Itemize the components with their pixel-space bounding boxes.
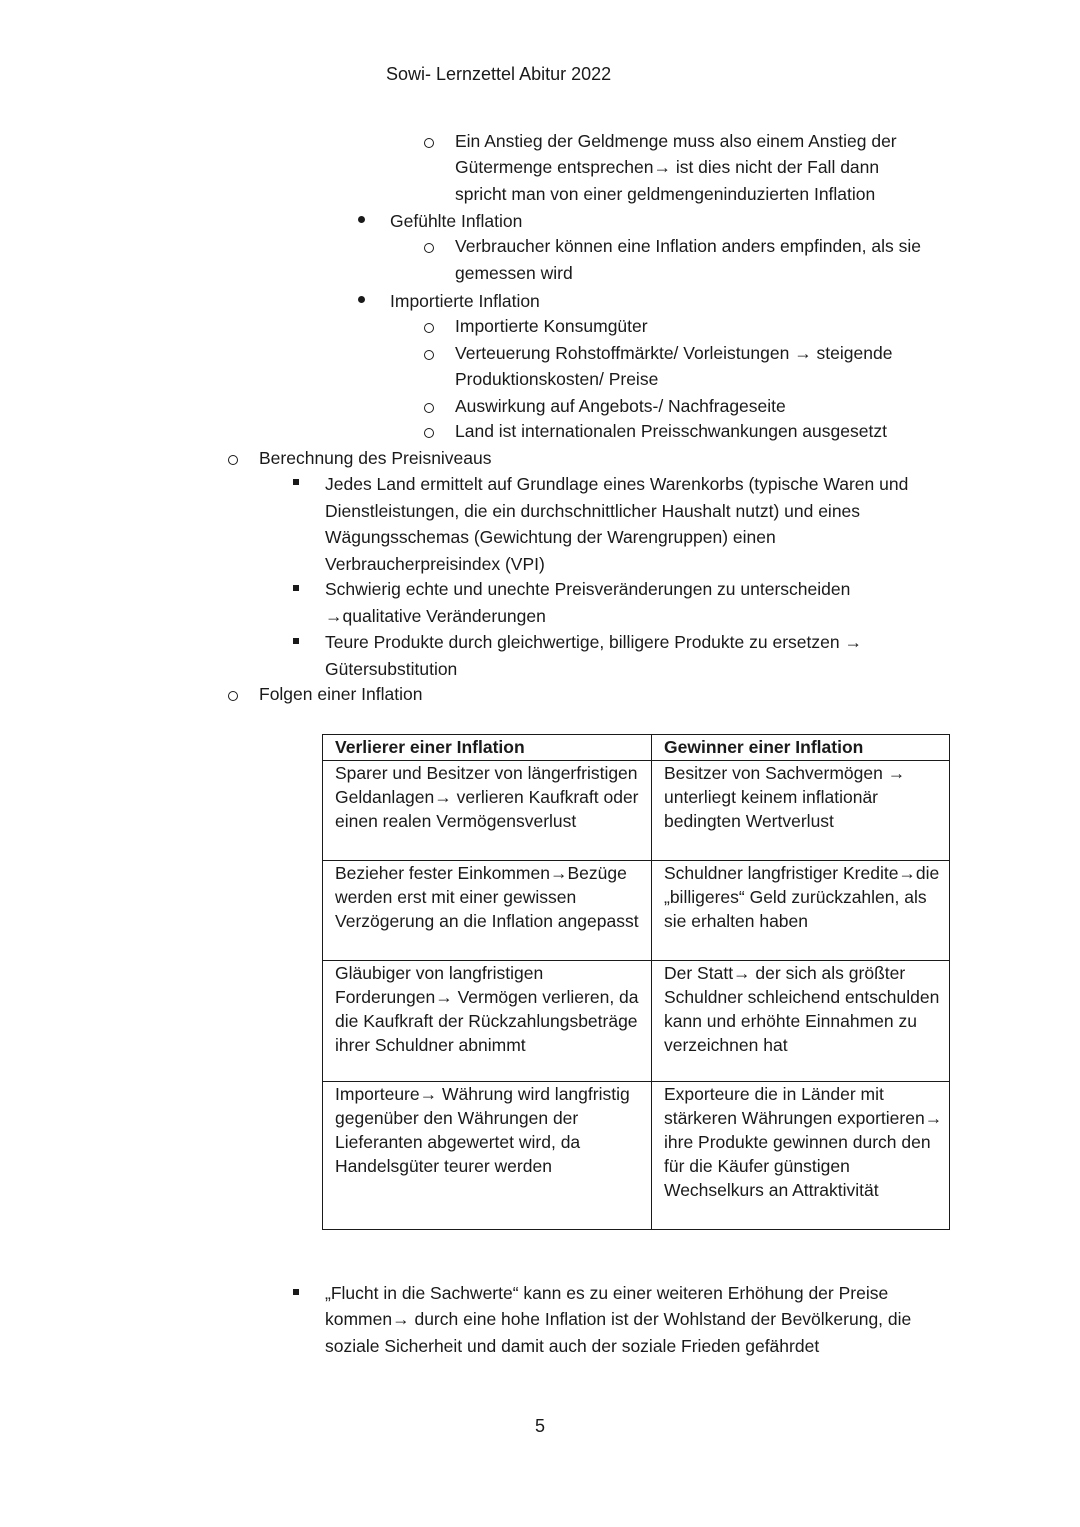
table-cell: Sparer und Besitzer von längerfristigen Geldanlagen→ verlieren Kaufkraft oder einen realen Vermögensverlust <box>323 761 652 861</box>
square-bullet <box>293 638 299 644</box>
text-line: Ein Anstieg der Geldmenge muss also einem Anstieg der <box>455 131 897 151</box>
table-cell: Der Statt→ der sich als größter Schuldner schleichend entschulden kann und erhöhte Einnahmen zu verzeichnen hat <box>652 961 950 1082</box>
table-header-row <box>323 735 950 761</box>
section-heading: Folgen einer Inflation <box>259 684 423 704</box>
circle-bullet <box>424 138 434 148</box>
table-row <box>323 761 950 861</box>
table-cell: Exporteure die in Länder mit stärkeren Währungen exportieren→ ihre Produkte gewinnen durch den für die Käufer günstigen Wechselkurs an Attraktivität <box>652 1082 950 1230</box>
column-header-winners: Gewinner einer Inflation <box>652 735 950 761</box>
circle-bullet <box>424 403 434 413</box>
page-header: Sowi- Lernzettel Abitur 2022 <box>386 64 612 84</box>
circle-bullet <box>424 323 434 333</box>
text-line: kommen→ durch eine hohe Inflation ist der Wohlstand der Bevölkerung, die <box>325 1309 912 1329</box>
text-line: Schwierig echte und unechte Preisveränderungen zu unterscheiden <box>325 579 851 599</box>
square-bullet <box>293 585 299 591</box>
table-row <box>323 861 950 961</box>
inflation-table <box>322 734 950 1230</box>
table-cell: Gläubiger von langfristigen Forderungen→ Vermögen verlieren, da die Kaufkraft der Rückzahlungsbeträge ihrer Schuldner abnimmt <box>323 961 652 1082</box>
list-heading: Gefühlte Inflation <box>390 211 523 231</box>
text-line: spricht man von einer geldmengeninduzierten Inflation <box>455 184 876 204</box>
table-cell: Importeure→ Währung wird langfristig gegenüber den Währungen der Lieferanten abgewertet wird, da Handelsgüter teurer werden <box>323 1082 652 1230</box>
column-header-losers: Verlierer einer Inflation <box>323 735 652 761</box>
text-line: Wägungsschemas (Gewichtung der Warengruppen) einen <box>325 527 776 547</box>
text-line: Importierte Konsumgüter <box>455 316 648 336</box>
circle-bullet <box>228 691 238 701</box>
text-line: „Flucht in die Sachwerte“ kann es zu einer weiteren Erhöhung der Preise <box>325 1283 889 1303</box>
text-line: Auswirkung auf Angebots-/ Nachfrageseite <box>455 396 786 416</box>
table-row <box>323 961 950 1082</box>
circle-bullet <box>424 428 434 438</box>
list-heading: Importierte Inflation <box>390 291 540 311</box>
table-cell: Schuldner langfristiger Kredite→die „billigeres“ Geld zurückzahlen, als sie erhalten haben <box>652 861 950 961</box>
text-line: Verbraucherpreisindex (VPI) <box>325 554 545 574</box>
table-cell: Besitzer von Sachvermögen → unterliegt keinem inflationär bedingten Wertverlust <box>652 761 950 861</box>
text-line: Land ist internationalen Preisschwankungen ausgesetzt <box>455 421 887 441</box>
table-cell: Bezieher fester Einkommen→Bezüge werden erst mit einer gewissen Verzögerung an die Inflation angepasst <box>323 861 652 961</box>
square-bullet <box>293 1289 299 1295</box>
text-line: Verteuerung Rohstoffmärkte/ Vorleistungen → steigende <box>455 343 893 363</box>
text-line: Teure Produkte durch gleichwertige, billigere Produkte zu ersetzen → <box>325 632 862 652</box>
table-row <box>323 1082 950 1230</box>
text-line: gemessen wird <box>455 263 573 283</box>
circle-bullet <box>424 243 434 253</box>
text-line: Verbraucher können eine Inflation anders empfinden, als sie <box>455 236 921 256</box>
circle-bullet <box>228 455 238 465</box>
text-line: soziale Sicherheit und damit auch der soziale Frieden gefährdet <box>325 1336 820 1356</box>
text-line: Gütermenge entsprechen→ ist dies nicht der Fall dann <box>455 157 880 177</box>
section-heading: Berechnung des Preisniveaus <box>259 448 492 468</box>
text-line: Produktionskosten/ Preise <box>455 369 659 389</box>
disc-bullet <box>358 296 365 303</box>
text-line: →qualitative Veränderungen <box>325 606 546 626</box>
text-line: Jedes Land ermittelt auf Grundlage eines Warenkorbs (typische Waren und <box>325 474 909 494</box>
text-line: Dienstleistungen, die ein durchschnittlicher Haushalt nutzt) und eines <box>325 501 861 521</box>
circle-bullet <box>424 350 434 360</box>
text-line: Gütersubstitution <box>325 659 458 679</box>
disc-bullet <box>358 216 365 223</box>
square-bullet <box>293 479 299 485</box>
page-number: 5 <box>535 1416 546 1436</box>
